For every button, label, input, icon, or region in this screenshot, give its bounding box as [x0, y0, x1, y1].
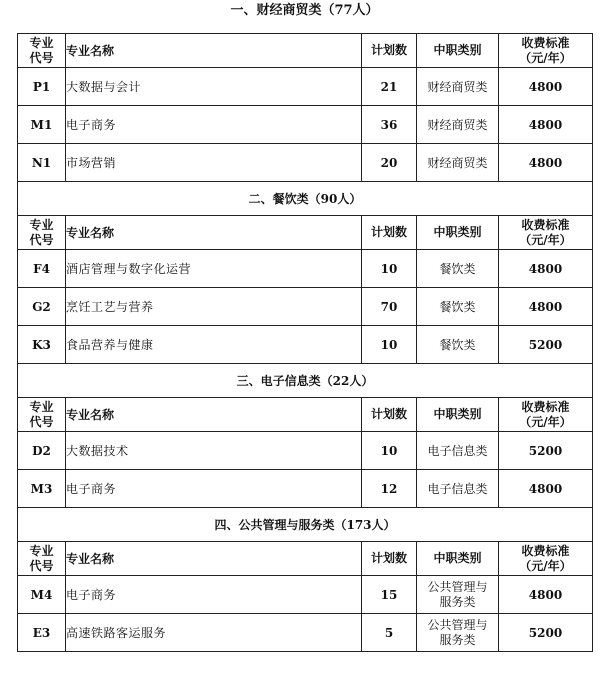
- major-name: 大数据与会计: [66, 68, 362, 106]
- section-title-row: [18, 182, 593, 216]
- header-plan: 计划数: [362, 398, 417, 432]
- header-name: 专业名称: [66, 216, 362, 250]
- plan-count: 12: [362, 470, 417, 508]
- plan-count: 21: [362, 68, 417, 106]
- enrollment-plan-table: [17, 33, 593, 652]
- section-title-catering: 二、餐饮类（90人）: [18, 182, 593, 216]
- table-row: [18, 432, 593, 470]
- category: 公共管理与 服务类: [417, 614, 499, 652]
- section-title-public-service: 四、公共管理与服务类（173人）: [18, 508, 593, 542]
- fee: 4800: [499, 106, 593, 144]
- header-code: 专业 代号: [18, 398, 66, 432]
- section-title-row: [18, 364, 593, 398]
- major-name: 市场营销: [66, 144, 362, 182]
- major-code: K3: [18, 326, 66, 364]
- major-code: M4: [18, 576, 66, 614]
- major-name: 电子商务: [66, 106, 362, 144]
- fee: 5200: [499, 326, 593, 364]
- header-name: 专业名称: [66, 34, 362, 68]
- table-row: [18, 576, 593, 614]
- header-category: 中职类别: [417, 398, 499, 432]
- major-name: 酒店管理与数字化运营: [66, 250, 362, 288]
- fee: 4800: [499, 68, 593, 106]
- header-plan: 计划数: [362, 216, 417, 250]
- header-code: 专业 代号: [18, 34, 66, 68]
- header-name: 专业名称: [66, 542, 362, 576]
- plan-count: 10: [362, 432, 417, 470]
- category: 财经商贸类: [417, 144, 499, 182]
- plan-count: 20: [362, 144, 417, 182]
- fee: 4800: [499, 576, 593, 614]
- header-plan: 计划数: [362, 34, 417, 68]
- major-code: D2: [18, 432, 66, 470]
- category: 公共管理与 服务类: [417, 576, 499, 614]
- table-header-row: [18, 542, 593, 576]
- category: 餐饮类: [417, 250, 499, 288]
- major-name: 高速铁路客运服务: [66, 614, 362, 652]
- major-code: F4: [18, 250, 66, 288]
- header-code: 专业 代号: [18, 216, 66, 250]
- fee: 4800: [499, 288, 593, 326]
- table-header-row: [18, 34, 593, 68]
- section-title-electronics: 三、电子信息类（22人）: [18, 364, 593, 398]
- category: 财经商贸类: [417, 106, 499, 144]
- section-title-row: [18, 508, 593, 542]
- table-header-row: [18, 216, 593, 250]
- plan-count: 70: [362, 288, 417, 326]
- header-code: 专业 代号: [18, 542, 66, 576]
- major-code: M1: [18, 106, 66, 144]
- header-fee: 收费标准 （元/年）: [499, 34, 593, 68]
- table-row: [18, 250, 593, 288]
- major-code: M3: [18, 470, 66, 508]
- header-fee: 收费标准 （元/年）: [499, 542, 593, 576]
- plan-count: 10: [362, 250, 417, 288]
- header-name: 专业名称: [66, 398, 362, 432]
- category: 餐饮类: [417, 326, 499, 364]
- plan-count: 15: [362, 576, 417, 614]
- table-row: [18, 288, 593, 326]
- header-fee: 收费标准 （元/年）: [499, 216, 593, 250]
- major-name: 烹饪工艺与营养: [66, 288, 362, 326]
- fee: 5200: [499, 432, 593, 470]
- table-row: [18, 106, 593, 144]
- header-fee: 收费标准 （元/年）: [499, 398, 593, 432]
- category: 电子信息类: [417, 470, 499, 508]
- header-category: 中职类别: [417, 216, 499, 250]
- plan-count: 5: [362, 614, 417, 652]
- category: 电子信息类: [417, 432, 499, 470]
- table-row: [18, 326, 593, 364]
- plan-count: 10: [362, 326, 417, 364]
- category: 财经商贸类: [417, 68, 499, 106]
- major-name: 大数据技术: [66, 432, 362, 470]
- major-code: N1: [18, 144, 66, 182]
- header-category: 中职类别: [417, 34, 499, 68]
- major-code: E3: [18, 614, 66, 652]
- table-header-row: [18, 398, 593, 432]
- table-row: [18, 470, 593, 508]
- header-plan: 计划数: [362, 542, 417, 576]
- major-name: 电子商务: [66, 470, 362, 508]
- fee: 4800: [499, 470, 593, 508]
- fee: 4800: [499, 250, 593, 288]
- fee: 5200: [499, 614, 593, 652]
- table-row: [18, 144, 593, 182]
- section-title-finance: 一、财经商贸类（77人）: [230, 3, 379, 18]
- table-row: [18, 614, 593, 652]
- header-category: 中职类别: [417, 542, 499, 576]
- major-name: 食品营养与健康: [66, 326, 362, 364]
- major-name: 电子商务: [66, 576, 362, 614]
- major-code: G2: [18, 288, 66, 326]
- plan-count: 36: [362, 106, 417, 144]
- category: 餐饮类: [417, 288, 499, 326]
- major-code: P1: [18, 68, 66, 106]
- fee: 4800: [499, 144, 593, 182]
- table-row: [18, 68, 593, 106]
